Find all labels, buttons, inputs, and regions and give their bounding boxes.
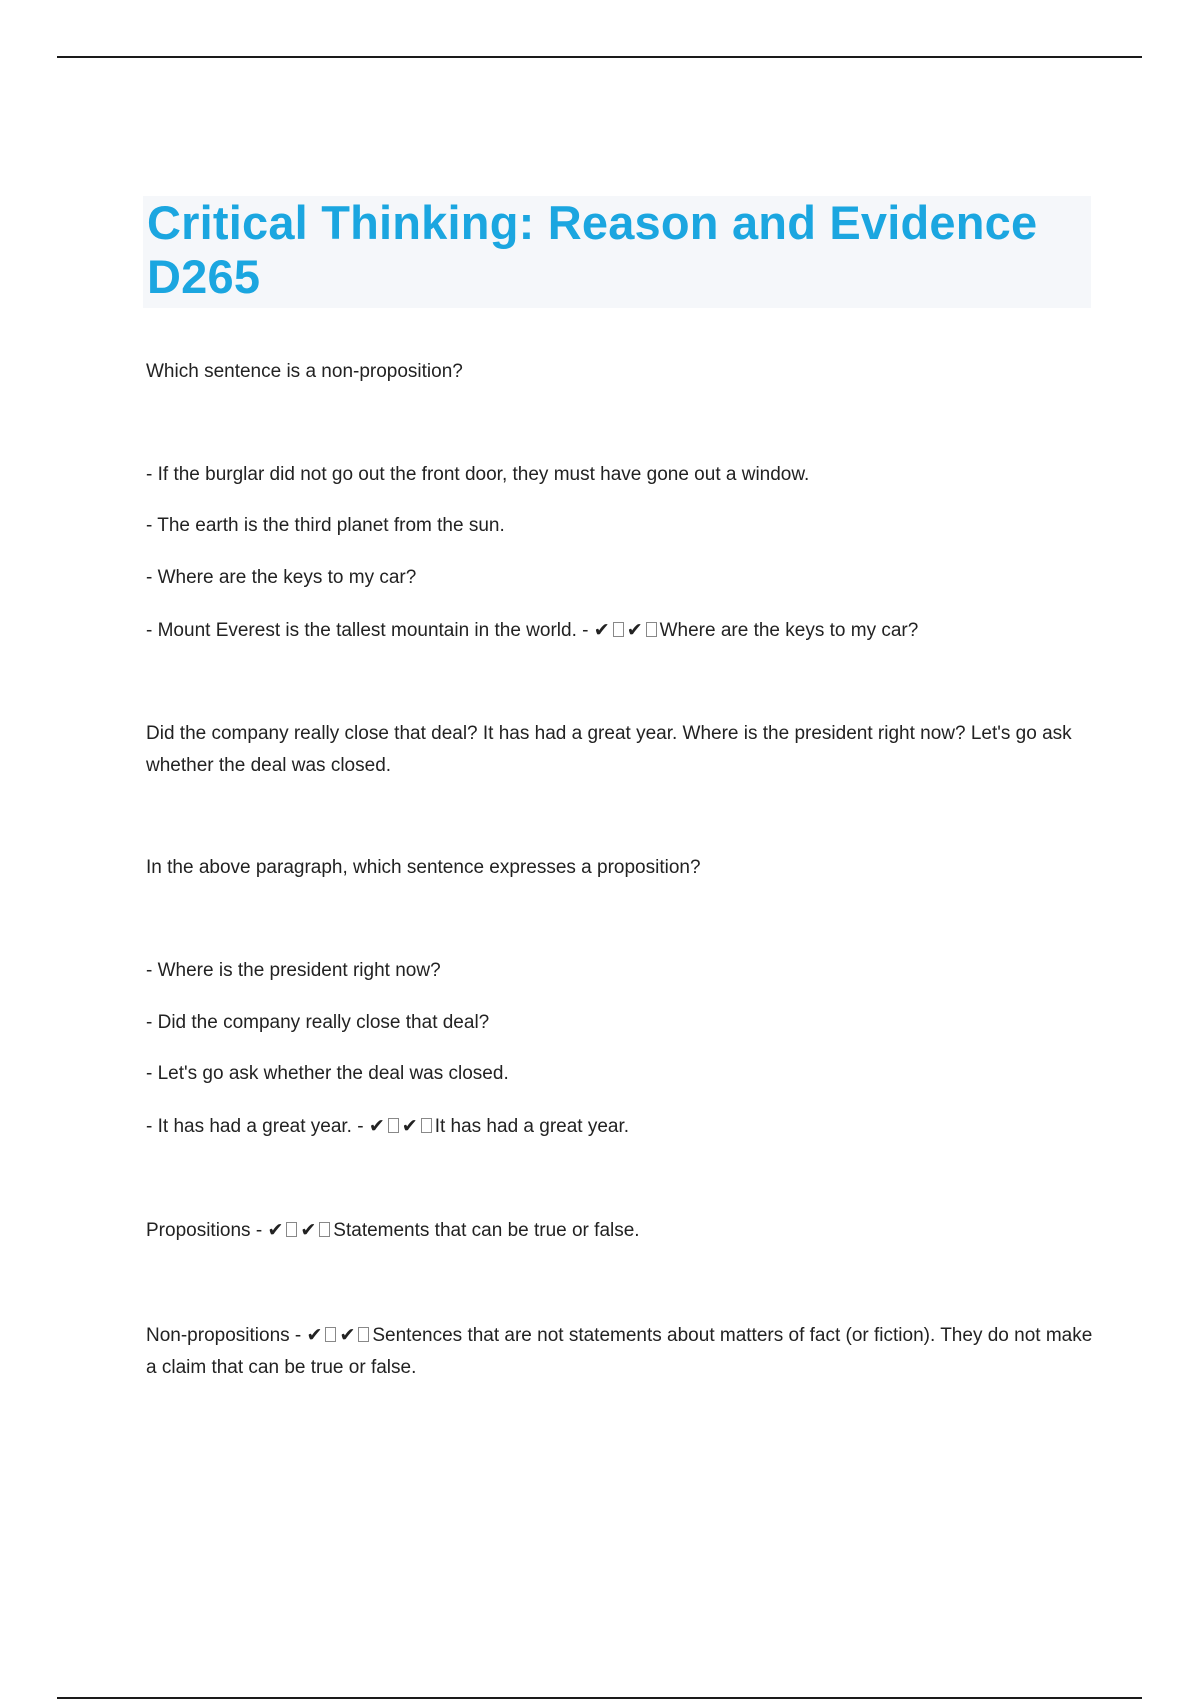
document-title: Critical Thinking: Reason and Evidence D265 <box>147 196 1038 303</box>
check-icon: ✔ <box>401 1115 418 1137</box>
q2-option-1: - Where is the president right now? <box>146 960 441 981</box>
q1-option-2: - The earth is the third planet from the sun. <box>146 515 505 536</box>
q2-option-2: - Did the company really close that deal? <box>146 1012 490 1033</box>
check-icon: ✔ <box>300 1219 317 1241</box>
check-icon: ✔ <box>368 1115 385 1137</box>
q1-prompt: Which sentence is a non-proposition? <box>146 361 463 382</box>
check-icon: ✔ <box>593 619 610 641</box>
box-glyph-icon <box>319 1222 330 1237</box>
q1-answer: Where are the keys to my car? <box>659 620 919 641</box>
definition-term: Propositions - <box>146 1220 268 1241</box>
top-rule <box>57 56 1142 58</box>
definition-non-propositions <box>146 1319 1096 1384</box>
q2-answer: It has had a great year. <box>434 1116 630 1137</box>
title-banner <box>143 196 1091 308</box>
q2-passage: Did the company really close that deal? It has had a great year. Where is the president right now? Let's go ask whether the deal was closed. <box>146 723 1072 776</box>
box-glyph-icon <box>388 1118 399 1133</box>
q2-option-4: - It has had a great year. - <box>146 1116 369 1137</box>
box-glyph-icon <box>286 1222 297 1237</box>
q2-option-3: - Let's go ask whether the deal was closed. <box>146 1063 509 1084</box>
check-icon: ✔ <box>306 1324 323 1346</box>
q1-option-3: - Where are the keys to my car? <box>146 567 417 588</box>
box-glyph-icon <box>613 622 624 637</box>
box-glyph-icon <box>325 1327 336 1342</box>
check-icon: ✔ <box>339 1324 356 1346</box>
definition-propositions <box>146 1214 1096 1247</box>
definition-text: Sentences that are not statements about matters of fact (or fiction). They do not make a claim that can be true or false. <box>146 1325 1093 1378</box>
q1-option-1: - If the burglar did not go out the front door, they must have gone out a window. <box>146 464 810 485</box>
box-glyph-icon <box>421 1118 432 1133</box>
box-glyph-icon <box>358 1327 369 1342</box>
bottom-rule <box>57 1697 1142 1699</box>
box-glyph-icon <box>646 622 657 637</box>
q1-option-4: - Mount Everest is the tallest mountain in the world. - <box>146 620 594 641</box>
definition-text: Statements that can be true or false. <box>333 1220 640 1241</box>
check-icon: ✔ <box>267 1219 284 1241</box>
q1-option-4-row <box>146 614 1096 647</box>
q2-option-4-row <box>146 1110 1096 1143</box>
definition-term: Non-propositions - <box>146 1325 307 1346</box>
check-icon: ✔ <box>626 619 643 641</box>
q2-prompt: In the above paragraph, which sentence expresses a proposition? <box>146 857 701 878</box>
